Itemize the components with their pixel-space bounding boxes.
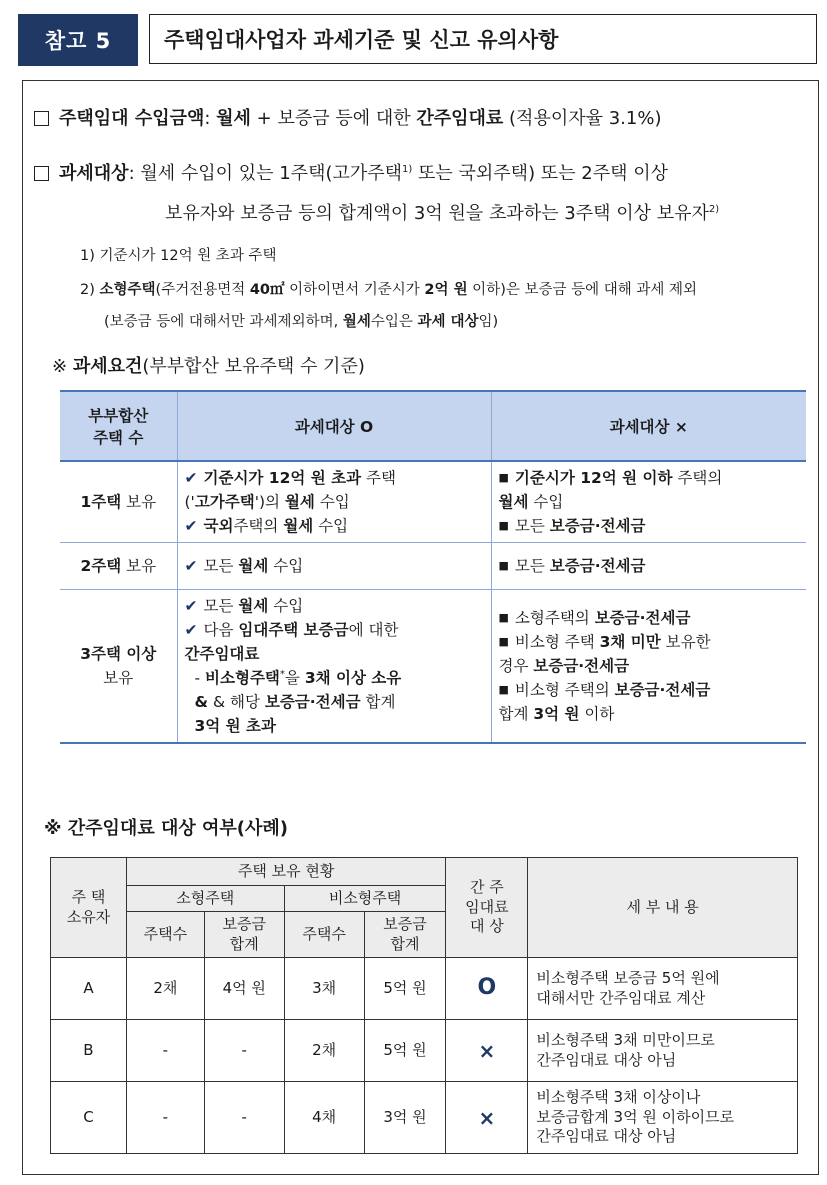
footnote-2-cont: (보증금 등에 대해서만 과세제외하며, 월세수입은 과세 대상임) [104, 314, 499, 330]
target-mark-cell [446, 1020, 528, 1082]
non-taxable-cell: ■ 기준시가 12억 원 이하 주택의 월세 수입 ■ 모든 보증금·전세금 [491, 461, 806, 543]
small-deposit-cell: 4억 원 [204, 958, 284, 1020]
page-title: 주택임대사업자 과세기준 및 신고 유의사항 [149, 14, 817, 64]
col-header-nonsmall: 비소형주택 [284, 886, 446, 912]
table-row [51, 1020, 798, 1082]
square-bullet-icon: ■ [498, 559, 509, 573]
col-header-small: 소형주택 [126, 886, 284, 912]
owner-cell: C [51, 1082, 127, 1154]
square-bullet-icon: ■ [498, 635, 509, 649]
table-row [51, 958, 798, 1020]
taxable-cell: ✔ 기준시가 12억 원 초과 주택 ('고가주택')의 월세 수입 ✔ 국외주택의 월세 수입 [177, 461, 491, 543]
footnote-2: 2) 소형주택(주거전용면적 40㎡ 이하이면서 기준시가 2억 원 이하)은 보증금 등에 대해 과세 제외 [80, 282, 697, 298]
row-label: 1주택 보유 [60, 461, 177, 543]
nonsmall-count-cell: 4채 [284, 1082, 364, 1154]
page-header [18, 14, 819, 66]
check-icon: ✔ [184, 469, 198, 487]
checkbox-square-icon [34, 166, 49, 181]
square-bullet-icon: ■ [498, 611, 509, 625]
table-header-row [60, 391, 806, 461]
square-bullet-icon: ■ [498, 683, 509, 697]
col-header-deposit: 보증금 합계 [364, 912, 446, 958]
case-heading: ※ 간주임대료 대상 여부(사례) [44, 818, 289, 839]
row-label: 2주택 보유 [60, 543, 177, 590]
square-bullet-icon: ■ [498, 519, 509, 533]
target-mark-cell [446, 958, 528, 1020]
target-mark-cell [446, 1082, 528, 1154]
circle-mark-icon: O [477, 975, 497, 1001]
non-taxable-cell: ■ 소형주택의 보증금·전세금 ■ 비소형 주택 3채 미만 보유한 경우 보증금·전세금 ■ 비소형 주택의 보증금·전세금 합계 3억 원 이하 [491, 590, 806, 744]
taxable-cell: ✔ 모든 월세 수입 ✔ 다음 임대주택 보증금에 대한 간주임대료 - 비소형주택*을 3채 이상 소유 & & 해당 보증금·전세금 합계 3억 원 초과 [177, 590, 491, 744]
small-deposit-cell: - [204, 1020, 284, 1082]
col-header-target: 간 주 임대료 대 상 [446, 858, 528, 958]
cross-mark-icon: × [478, 1105, 496, 1130]
small-count-cell: - [126, 1082, 204, 1154]
square-bullet-icon: ■ [498, 471, 509, 484]
cases-table [50, 857, 798, 1154]
footnote-1: 1) 기준시가 12억 원 초과 주택 [80, 248, 277, 264]
small-count-cell: 2채 [126, 958, 204, 1020]
nonsmall-deposit-cell: 3억 원 [364, 1082, 446, 1154]
owner-cell: B [51, 1020, 127, 1082]
small-deposit-cell: - [204, 1082, 284, 1154]
col-header-count: 주택수 [284, 912, 364, 958]
detail-cell: 비소형주택 3채 미만이므로 간주임대료 대상 아님 [528, 1020, 798, 1082]
table-row [60, 543, 806, 590]
detail-cell: 비소형주택 3채 이상이나 보증금합계 3억 원 이하이므로 간주임대료 대상 아님 [528, 1082, 798, 1154]
table-row [60, 461, 806, 543]
owner-cell: A [51, 958, 127, 1020]
small-count-cell: - [126, 1020, 204, 1082]
target-item-cont: 보유자와 보증금 등의 합계액이 3억 원을 초과하는 3주택 이상 보유자$^{2)}$ [165, 203, 720, 224]
table-row [51, 1082, 798, 1154]
table-header-row [51, 858, 798, 886]
col-header-non-taxable: 과세대상 × [491, 391, 806, 461]
nonsmall-deposit-cell: 5억 원 [364, 1020, 446, 1082]
col-header-deposit: 보증금 합계 [204, 912, 284, 958]
check-icon: ✔ [184, 557, 198, 576]
detail-cell: 비소형주택 보증금 5억 원에 대해서만 간주임대료 계산 [528, 958, 798, 1020]
cross-mark-icon: × [478, 1038, 496, 1063]
taxable-cell: ✔ 모든 월세 수입 [177, 543, 491, 590]
table-row [60, 590, 806, 744]
col-header-house-count: 부부합산 주택 수 [60, 391, 177, 461]
nonsmall-count-cell: 3채 [284, 958, 364, 1020]
tax-requirements-table [60, 390, 806, 744]
check-icon: ✔ [184, 621, 198, 640]
requirements-heading: ※ 과세요건(부부합산 보유주택 수 기준) [52, 356, 365, 377]
target-item: 과세대상: 월세 수입이 있는 1주택(고가주택$^{1)}$ 또는 국외주택) 또는 2주택 이상 [34, 159, 668, 185]
col-header-owner: 주 택 소유자 [51, 858, 127, 958]
row-label: 3주택 이상 보유 [60, 590, 177, 744]
reference-badge: 참고 5 [18, 14, 138, 66]
col-header-status: 주택 보유 현황 [126, 858, 446, 886]
check-icon: ✔ [184, 597, 198, 616]
income-item: 주택임대 수입금액: 월세 + 보증금 등에 대한 간주임대료 (적용이자율 3.1%) [34, 104, 661, 130]
col-header-count: 주택수 [126, 912, 204, 958]
checkbox-square-icon [34, 111, 49, 126]
col-header-taxable: 과세대상 O [177, 391, 491, 461]
col-header-detail: 세 부 내 용 [528, 858, 798, 958]
non-taxable-cell: ■ 모든 보증금·전세금 [491, 543, 806, 590]
check-icon: ✔ [184, 517, 198, 536]
nonsmall-count-cell: 2채 [284, 1020, 364, 1082]
nonsmall-deposit-cell: 5억 원 [364, 958, 446, 1020]
